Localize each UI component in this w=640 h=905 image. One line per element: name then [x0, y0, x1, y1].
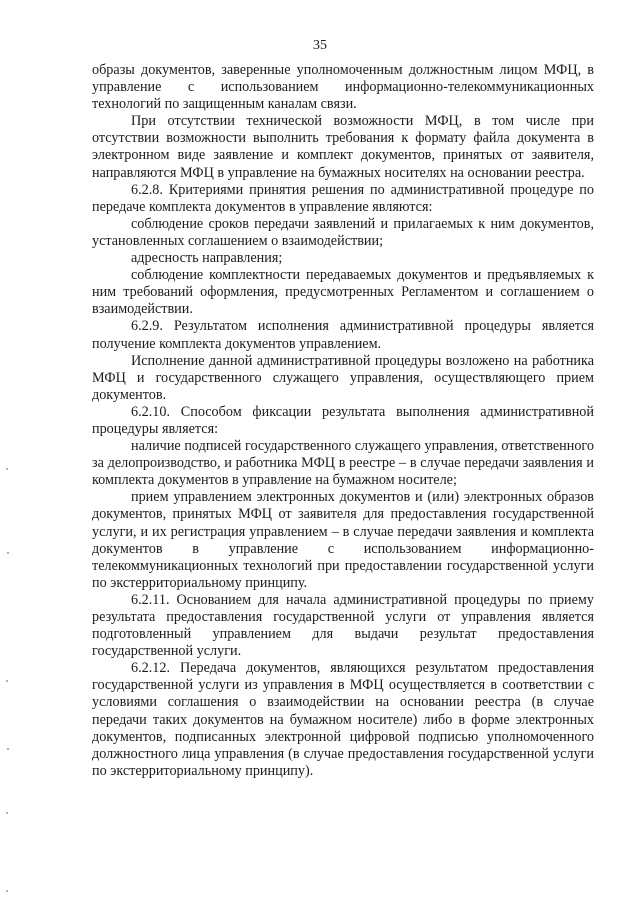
paragraph-no-technical-capability: При отсутствии технической возможности МФЦ, в том числе при отсутствии возможности выполнить требования к формату файла документа в электронном виде заявление и комплект документов, принятых от заявителя, направляются МФЦ в управление на бумажных носителях на основании реестра.: [92, 113, 594, 181]
scan-speck: [7, 552, 9, 554]
scan-speck: [6, 680, 8, 682]
paragraph-6-2-8-criteria: 6.2.8. Критериями принятия решения по административной процедуре по передаче комплекта документов в управление являются:: [92, 181, 594, 215]
paragraph-6-2-11-basis: 6.2.11. Основанием для начала административной процедуры по приему результата предоставления государственной услуги от управления является подготовленный управлением для выдачи результат предоставления государственной услуги.: [92, 591, 594, 660]
paragraph-criterion-deadlines: соблюдение сроков передачи заявлений и прилагаемых к ним документов, установленных соглашением о взаимодействии;: [92, 215, 594, 249]
paragraph-6-2-10-fixation: 6.2.10. Способом фиксации результата выполнения административной процедуры является:: [92, 403, 594, 437]
paragraph-6-2-9-result: 6.2.9. Результатом исполнения административной процедуры является получение комплекта документов управлением.: [92, 318, 594, 352]
paragraph-fixation-paper: наличие подписей государственного служащего управления, ответственного за делопроизводство, и работника МФЦ в реестре – в случае передачи заявления и комплекта документов в управление на бумажном носителе;: [92, 438, 594, 489]
paragraph-criterion-addressing: адресность направления;: [131, 250, 283, 267]
document-body: [92, 62, 594, 780]
paragraph-6-2-12-transfer: 6.2.12. Передача документов, являющихся результатом предоставления государственной услуги из управления в МФЦ осуществляется в соответствии с условиями соглашения о взаимодействии на основании реестра (в случае передачи таких документов на бумажном носителе) либо в форме электронных документов, подписанных электронной цифровой подписью уполномоченного должностного лица управления (в случае предоставления государственной услуги по экстерриториальному принципу).: [92, 660, 594, 779]
scan-speck: [7, 748, 9, 750]
paragraph-criterion-completeness: соблюдение комплектности передаваемых документов и предъявляемых к ним требований оформления, предусмотренных Регламентом и соглашением о взаимодействии.: [92, 267, 594, 318]
paragraph-fixation-electronic: прием управлением электронных документов и (или) электронных образов документов, принятых МФЦ от заявителя для предоставления государственной услуги, и их регистрация управлением – в случае передачи заявления и комплекта документов в управление с использованием информационно-телекоммуникационных технологий при предоставлении государственной услуги по экстерриториальному принципу.: [92, 489, 594, 591]
page-number: 35: [313, 38, 327, 53]
paragraph-execution-assigned: Исполнение данной административной процедуры возложено на работника МФЦ и государственного служащего управления, осуществляющего прием документов.: [92, 352, 594, 403]
scan-speck: [6, 812, 8, 814]
scan-speck: [6, 468, 8, 470]
paragraph-continuation: образы документов, заверенные уполномоченным должностным лицом МФЦ, в управление с использованием информационно-телекоммуникационных технологий по защищенным каналам связи.: [92, 62, 594, 113]
scan-speck: [6, 890, 8, 892]
